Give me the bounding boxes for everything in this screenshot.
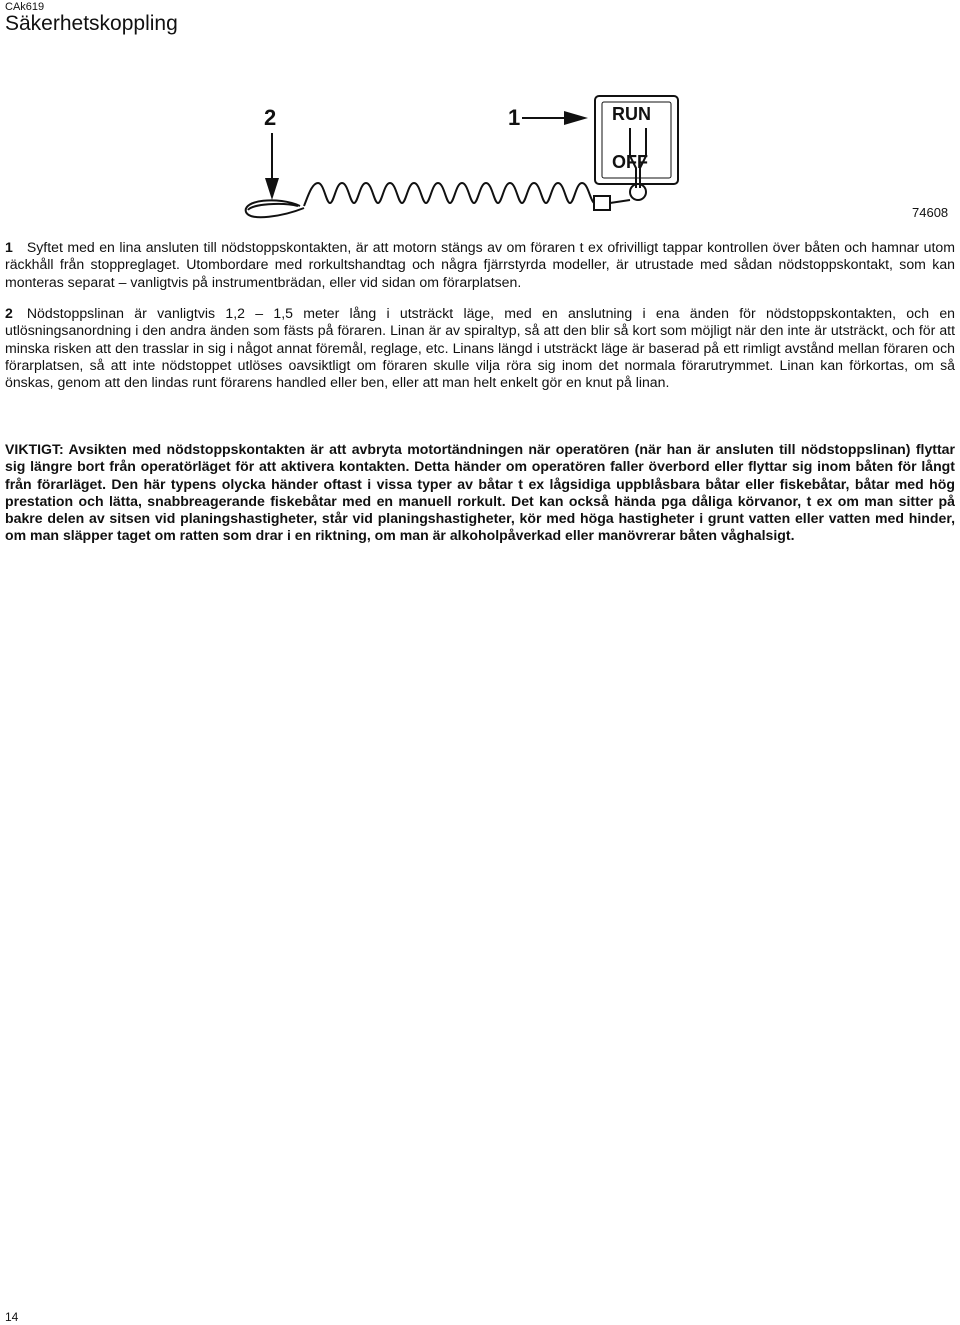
lanyard-hook <box>246 200 304 217</box>
cord-connector <box>610 200 630 203</box>
paragraph-2-number: 2 <box>5 305 13 321</box>
page-title: Säkerhetskoppling <box>5 12 178 35</box>
warning-paragraph: VIKTIGT: Avsikten med nödstoppskontakten är att avbryta motortändningen när operatören (när han är ansluten till nödstoppslinan) flyttar sig längre bort från operatörläget för att aktivera kontakten. Detta händer om operatören faller överbord eller flyttar sig inom båten för långt från förarläget. Den här typens olycka händer oftast i vissa typer av båtar t ex lågsidiga uppblåsbara båtar eller fiskebåtar, båtar med hög prestation och lätta, snabbreagerande fiskebåtar med en manuell rorkult. Det kan också hända pga dåliga körvanor, t ex om man sitter på bakre delen av sitsen vid planingshastigheter, står vid planingshastigheter, kör med höga hastigheter i grunt vatten eller vatten med hinder, om man släpper taget om ratten som drar i en riktning, om man är alkoholpåverkad eller manövrerar båten våghalsigt. <box>5 441 955 544</box>
paragraph-1-number: 1 <box>5 239 13 255</box>
document-code: CAk619 <box>5 1 45 13</box>
callout-1: 1 <box>508 105 521 130</box>
callout-2: 2 <box>264 105 277 130</box>
callout-1-arrowhead <box>564 111 588 125</box>
coil-cord <box>304 183 594 206</box>
clip-ring <box>630 184 646 200</box>
switch-run-label: RUN <box>612 104 651 124</box>
paragraph-2-text: Nödstoppslinan är vanligtvis 1,2 – 1,5 meter lång i utsträckt läge, med en anslutning i ena änden för nödstoppskontakten, och en utlösningsanordning i den andra änden som fästs på föraren. Linan är av spiraltyp, så att den blir så kort som möjligt när den inte är utsträckt, och för att minska risken att den trasslar in sig i något annat föremål, reglage, etc. Linans längd i utsträckt läge är baserad på ett rimligt avstånd mellan föraren och förarplatsen, så att inte nödstoppet utlöses oavsiktligt om föraren skulle vilja röra sig inom det normala förarutrymmet. Linan kan förkortas, om så önskas, genom att den lindas runt förarens handled eller ben, eller att man helt enkelt gör en knut på linan. <box>5 305 955 391</box>
switch-off-label: OFF <box>612 152 648 172</box>
paragraph-1-text: Syftet med en lina ansluten till nödstoppskontakten, är att motorn stängs av om föraren t ex ofrivilligt tappar kontrollen över båten och hamnar utom räckhåll från stoppreglaget. Utombordare med rorkultshandtag och några fjärrstyrda modeller, är utrustade med sådan nödstoppskontakt, som kan monteras separat – vanligtvis på instrumentbrädan, eller vid sidan om förarplatsen. <box>5 239 955 290</box>
cord-sleeve <box>594 196 610 210</box>
kill-switch-illustration <box>238 88 688 228</box>
callout-2-arrowhead <box>265 178 279 200</box>
figure-number: 74608 <box>912 205 949 220</box>
page-number: 14 <box>5 1310 19 1324</box>
paragraph-1 <box>5 239 955 291</box>
paragraph-2 <box>5 305 955 391</box>
